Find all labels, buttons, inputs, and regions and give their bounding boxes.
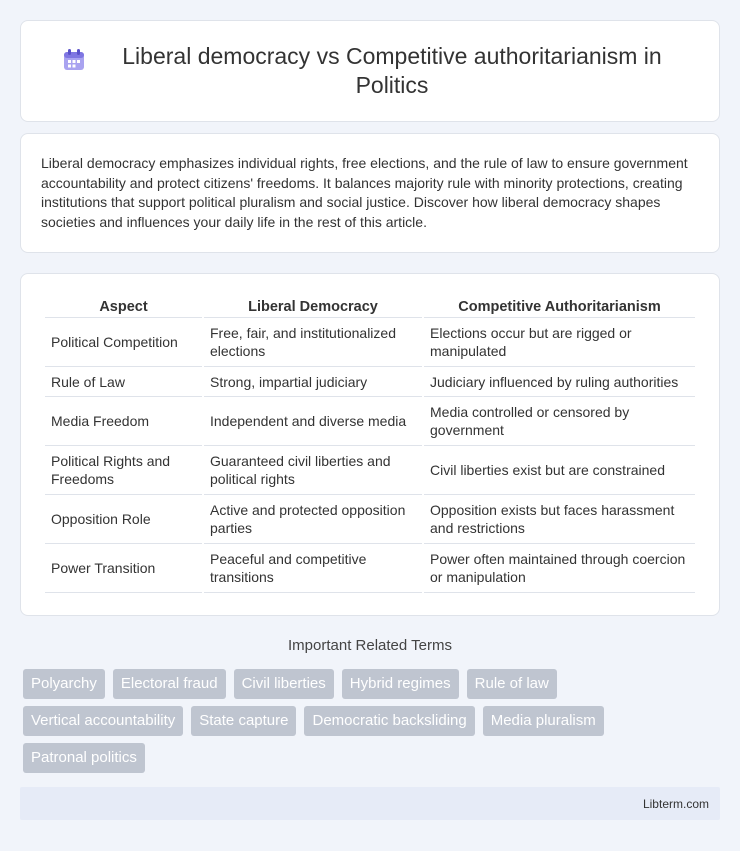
tag-polyarchy[interactable]: Polyarchy bbox=[23, 669, 105, 699]
table-cell: Media controlled or censored by government bbox=[424, 397, 695, 446]
table-row bbox=[45, 446, 695, 495]
comparison-card bbox=[20, 273, 720, 616]
table-cell: Political Rights and Freedoms bbox=[45, 446, 202, 495]
table-cell: Rule of Law bbox=[45, 367, 202, 397]
table-cell: Civil liberties exist but are constrained bbox=[424, 446, 695, 495]
related-terms-title: Important Related Terms bbox=[288, 637, 452, 654]
tag-vertical-accountability[interactable]: Vertical accountability bbox=[23, 706, 183, 736]
related-terms-list bbox=[23, 669, 723, 773]
table-header-row bbox=[45, 294, 695, 318]
table-row bbox=[45, 318, 695, 367]
table-cell: Peaceful and competitive transitions bbox=[204, 544, 422, 593]
footer bbox=[20, 787, 720, 820]
table-cell: Political Competition bbox=[45, 318, 202, 367]
comparison-table bbox=[43, 294, 697, 593]
intro-text: Liberal democracy emphasizes individual rights, free elections, and the rule of law to ensure government accountability and protect citizens' freedoms. It balances majority rule with minority protections, creating institutions that support political pluralism and social justice. Discover how liberal democracy shapes societies and influences your daily life in the rest of this article. bbox=[41, 155, 688, 230]
tag-civil-liberties[interactable]: Civil liberties bbox=[234, 669, 334, 699]
table-cell: Opposition exists but faces harassment and restrictions bbox=[424, 495, 695, 544]
table-cell: Strong, impartial judiciary bbox=[204, 367, 422, 397]
table-cell: Elections occur but are rigged or manipulated bbox=[424, 318, 695, 367]
table-cell: Power Transition bbox=[45, 544, 202, 593]
table-row bbox=[45, 367, 695, 397]
tag-democratic-backsliding[interactable]: Democratic backsliding bbox=[304, 706, 474, 736]
tag-electoral-fraud[interactable]: Electoral fraud bbox=[113, 669, 226, 699]
table-row bbox=[45, 544, 695, 593]
table-row bbox=[45, 495, 695, 544]
table-cell: Media Freedom bbox=[45, 397, 202, 446]
page-title: Liberal democracy vs Competitive authoritarianism in Politics bbox=[122, 43, 662, 98]
table-cell: Active and protected opposition parties bbox=[204, 495, 422, 544]
calendar-icon bbox=[61, 47, 87, 73]
table-cell: Power often maintained through coercion or manipulation bbox=[424, 544, 695, 593]
table-cell: Opposition Role bbox=[45, 495, 202, 544]
footer-site-link[interactable]: Libterm.com bbox=[642, 796, 709, 811]
intro-card bbox=[20, 133, 720, 253]
tag-patronal-politics[interactable]: Patronal politics bbox=[23, 743, 145, 773]
table-cell: Guaranteed civil liberties and political rights bbox=[204, 446, 422, 495]
header-competitive-authoritarianism: Competitive Authoritarianism bbox=[424, 294, 695, 318]
tag-media-pluralism[interactable]: Media pluralism bbox=[483, 706, 604, 736]
header-card bbox=[20, 20, 720, 122]
tag-hybrid-regimes[interactable]: Hybrid regimes bbox=[342, 669, 459, 699]
header-liberal-democracy: Liberal Democracy bbox=[204, 294, 422, 318]
tag-rule-of-law[interactable]: Rule of law bbox=[467, 669, 557, 699]
tag-state-capture[interactable]: State capture bbox=[191, 706, 296, 736]
header-aspect: Aspect bbox=[45, 294, 202, 318]
table-row bbox=[45, 397, 695, 446]
table-cell: Independent and diverse media bbox=[204, 397, 422, 446]
table-cell: Free, fair, and institutionalized elections bbox=[204, 318, 422, 367]
table-cell: Judiciary influenced by ruling authorities bbox=[424, 367, 695, 397]
